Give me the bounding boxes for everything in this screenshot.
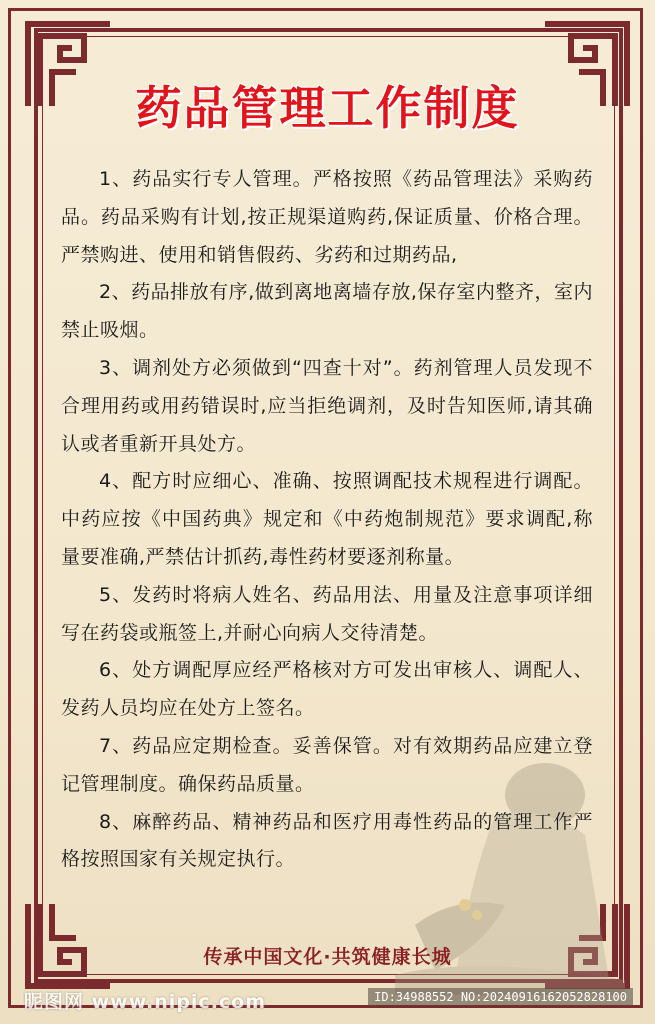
regulation-item-2: 2、药品排放有序,做到离地离墙存放,保存室内整齐，室内禁止吸烟。 [61,281,593,342]
regulation-body [61,161,593,879]
page-title: 药品管理工作制度 [135,81,520,135]
regulation-item-6: 6、处方调配厚应经严格核对方可发出审核人、调配人、发药人员均应在处方上签名。 [61,659,593,720]
regulation-item-3: 3、调剂处方必须做到“四查十对”。药剂管理人员发现不合理用药或用药错误时,应当拒绝调剂，及时告知医师,请其确认或者重新开具处方。 [61,356,593,455]
watermark-id: ID:34988552 NO:20240916162052828100 [368,988,633,1006]
regulation-item-1: 1、药品实行专人管理。严格按照《药品管理法》采购药品。药品采购有计划,按正规渠道购药,保证质量、价格合理。严禁购进、使用和销售假药、劣药和过期药品, [61,168,593,266]
regulation-item-4: 4、配方时应细心、准确、按照调配技术规程进行调配。中药应按《中国药典》规定和《中药炮制规范》要求调配,称量要准确,严禁估计抓药,毒性药材要逐剂称量。 [61,470,593,568]
regulation-item-5: 5、发药时将病人姓名、药品用法、用量及注意事项详细写在药袋或瓶签上,并耐心向病人交待清楚。 [61,583,593,644]
watermark-site: 昵图网 www.nipic.com [24,991,267,1013]
slogan: 传承中国文化·共筑健康长城 [203,946,452,968]
regulation-item-7: 7、药品应定期检查。妥善保管。对有效期药品应建立登记管理制度。确保药品质量。 [61,734,593,795]
regulation-item-8: 8、麻醉药品、精神药品和医疗用毒性药品的管理工作严格按照国家有关规定执行。 [61,810,593,871]
